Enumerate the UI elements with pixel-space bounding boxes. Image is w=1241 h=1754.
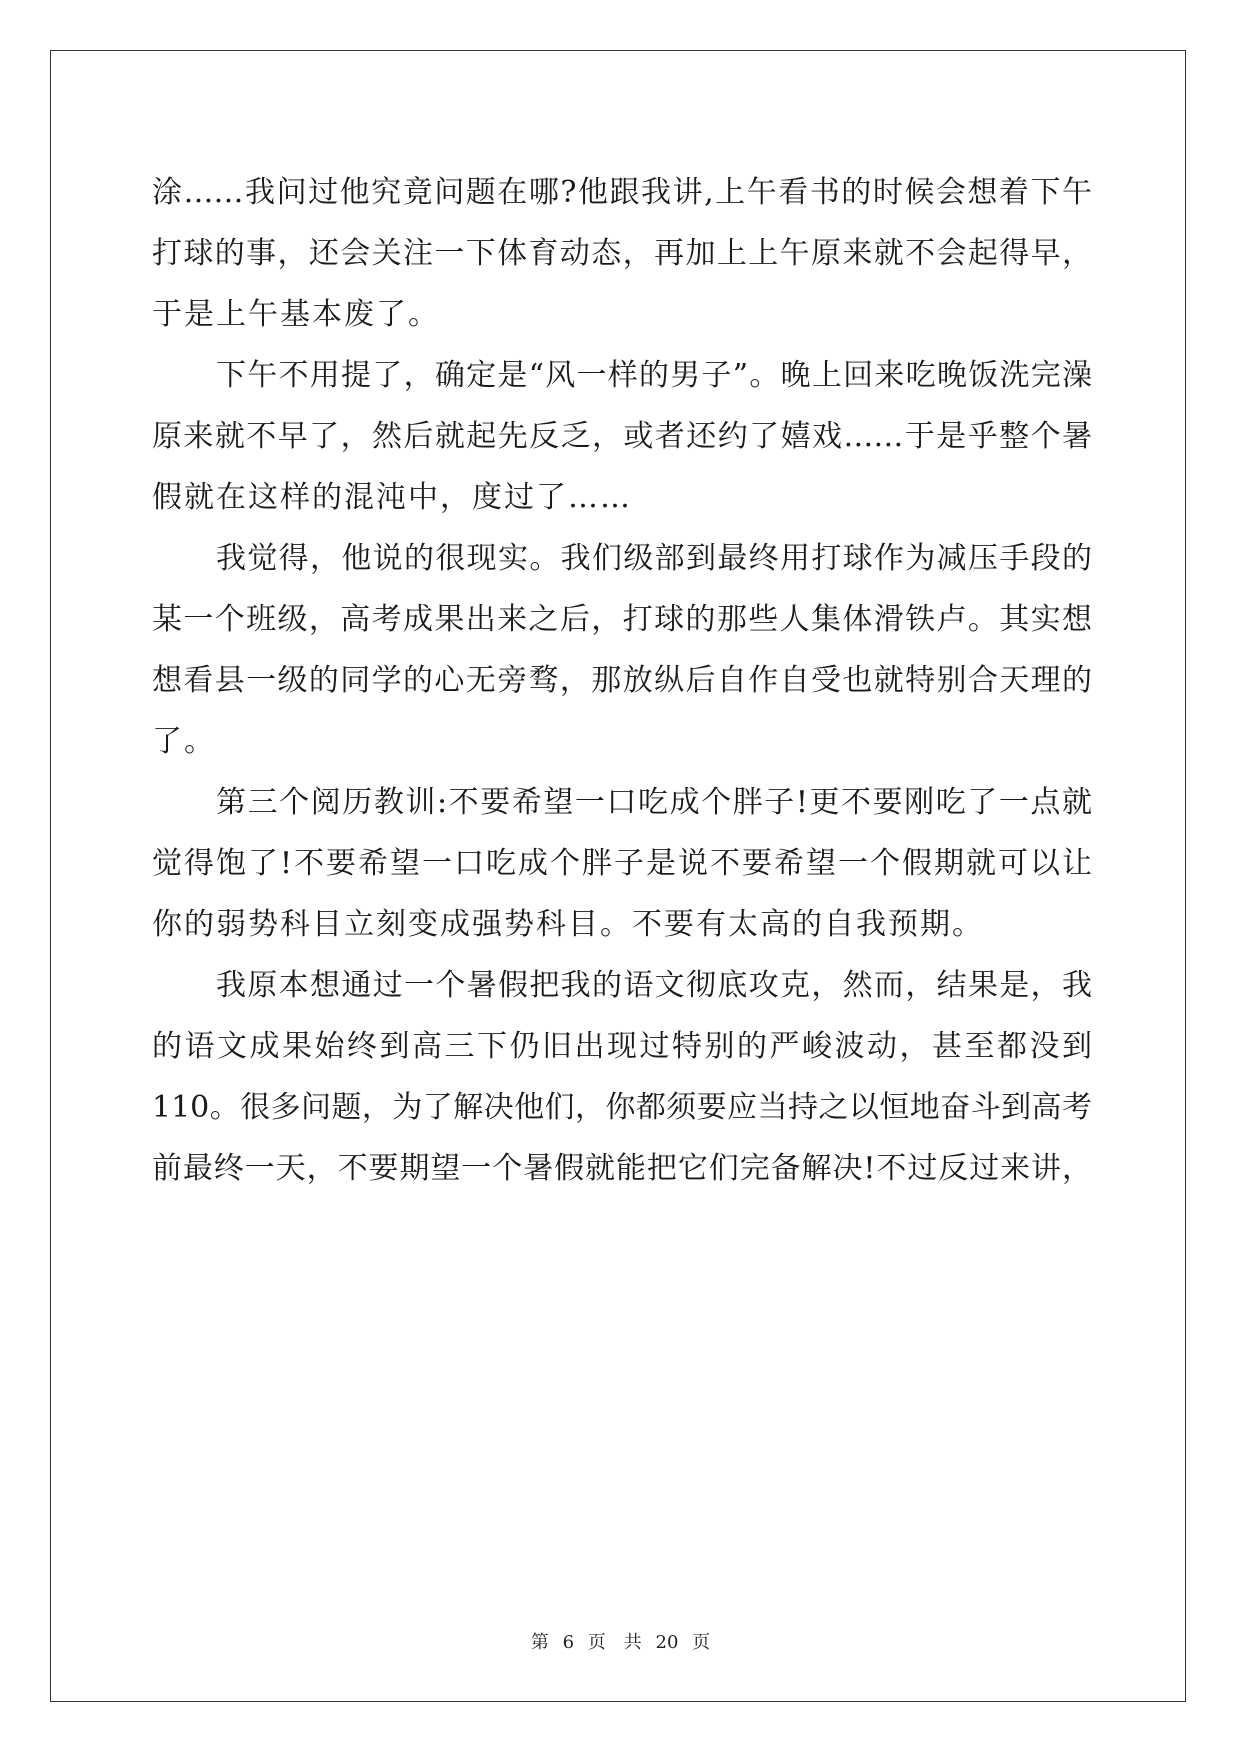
text-line: 原来就不早了，然后就起先反乏，或者还约了嬉戏……于是乎整个暑 (152, 419, 1092, 454)
text-line: 的语文成果始终到高三下仍旧出现过特别的严峻波动，甚至都没到 (152, 1029, 1092, 1064)
text-line: 涂……我问过他究竟问题在哪?他跟我讲,上午看书的时候会想着下午 (152, 175, 1092, 210)
text-line: 想看县一级的同学的心无旁骛，那放纵后自作自受也就特别合天理的 (152, 663, 1092, 698)
text-line: 觉得饱了!不要希望一口吃成个胖子是说不要希望一个假期就可以让 (152, 846, 1092, 881)
text-line: 前最终一天，不要期望一个暑假就能把它们完备解决!不过反过来讲， (152, 1151, 1092, 1186)
text-line: 我原本想通过一个暑假把我的语文彻底攻克，然而，结果是，我 (216, 968, 1092, 1003)
text-line: 某一个班级，高考成果出来之后，打球的那些人集体滑铁卢。其实想 (152, 602, 1092, 637)
text-line: 了。 (152, 724, 216, 759)
document-body (152, 162, 1092, 1199)
text-line: 假就在这样的混沌中，度过了…… (152, 480, 632, 515)
text-line: 于是上午基本废了。 (152, 297, 440, 332)
text-line: 我觉得，他说的很现实。我们级部到最终用打球作为减压手段的 (216, 541, 1092, 576)
text-line: 下午不用提了，确定是“风一样的男子”。晚上回来吃晚饭洗完澡 (216, 358, 1092, 393)
text-line: 第三个阅历教训:不要希望一口吃成个胖子!更不要刚吃了一点就 (216, 785, 1092, 820)
text-line: 打球的事，还会关注一下体育动态，再加上上午原来就不会起得早， (152, 236, 1092, 271)
text-line: 你的弱势科目立刻变成强势科目。不要有太高的自我预期。 (152, 907, 984, 942)
text-line: 110。很多问题，为了解决他们，你都须要应当持之以恒地奋斗到高考 (152, 1090, 1092, 1125)
page-number-footer: 第 6 页 共 20 页 (530, 1632, 711, 1653)
